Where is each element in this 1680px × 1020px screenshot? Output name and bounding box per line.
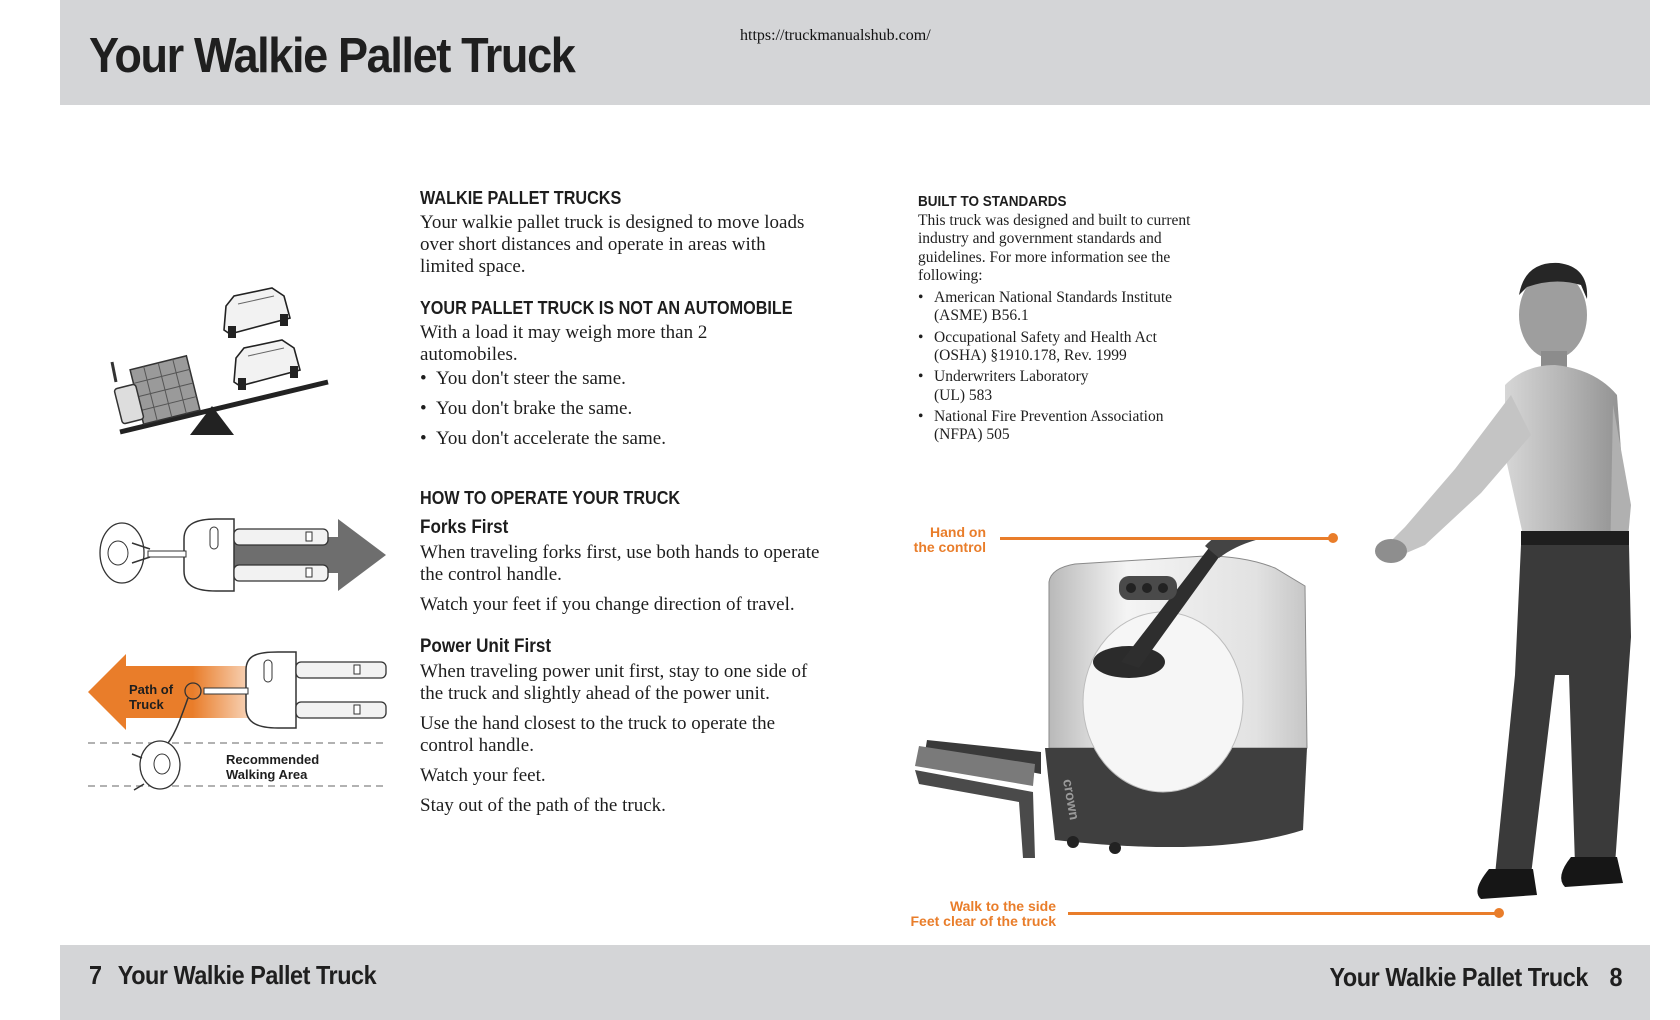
power-unit-p3: Watch your feet. bbox=[420, 765, 546, 786]
hand-on-control-callout bbox=[880, 525, 986, 555]
standard-code: (NFPA) 505 bbox=[934, 426, 1010, 444]
forks-first-diagram bbox=[88, 515, 388, 595]
footer-right-title: Your Walkie Pallet Truck bbox=[1329, 962, 1588, 992]
operation-column bbox=[420, 188, 820, 817]
power-unit-p1: When traveling power unit first, stay to one side of the truck and slightly ahead of the power unit. bbox=[420, 661, 808, 704]
weight-note: With a load it may weigh more than 2 automobiles. bbox=[420, 322, 708, 365]
walk-callout-dot bbox=[1494, 908, 1504, 918]
standard-name: Underwriters Laboratory bbox=[934, 368, 1089, 386]
standard-code: (OSHA) §1910.178, Rev. 1999 bbox=[934, 347, 1127, 365]
walk-label-line1: Recommended bbox=[226, 752, 320, 767]
page-number-left: 7 bbox=[89, 960, 102, 990]
standard-code: (ASME) B56.1 bbox=[934, 307, 1029, 325]
power-unit-first-heading: Power Unit First bbox=[420, 636, 552, 657]
forks-first-p2: Watch your feet if you change direction of travel. bbox=[420, 594, 795, 615]
hand-callout-dot bbox=[1328, 533, 1338, 543]
footer-right bbox=[1329, 962, 1622, 993]
path-label-line1: Path of bbox=[129, 682, 174, 697]
hand-callout-line2: the control bbox=[913, 539, 986, 555]
walk-callout-leader bbox=[1068, 912, 1498, 915]
hand-callout-line1: Hand on bbox=[930, 524, 986, 540]
operator-figure bbox=[1355, 255, 1645, 935]
standards-heading: BUILT TO STANDARDS bbox=[918, 193, 1067, 210]
walkie-description: Your walkie pallet truck is designed to move loads over short distances and operate in areas with limited space. bbox=[420, 212, 805, 277]
power-unit-p4: Stay out of the path of the truck. bbox=[420, 795, 666, 816]
source-url[interactable]: https://truckmanualshub.com/ bbox=[740, 27, 931, 44]
walk-callout-line1: Walk to the side bbox=[949, 898, 1056, 914]
power-unit-p2: Use the hand closest to the truck to operate the control handle. bbox=[420, 713, 776, 756]
section-heading-not-automobile: YOUR PALLET TRUCK IS NOT AN AUTOMOBILE bbox=[420, 298, 793, 318]
forks-first-p1: When traveling forks first, use both hands to operate the control handle. bbox=[420, 542, 820, 585]
walking-area-label bbox=[226, 752, 319, 782]
standard-name: National Fire Prevention Association bbox=[934, 407, 1164, 425]
hand-callout-leader bbox=[1000, 537, 1332, 540]
standard-name: American National Standards Institute bbox=[934, 289, 1173, 307]
walk-callout-line2: Feet clear of the truck bbox=[910, 913, 1056, 929]
standard-item bbox=[918, 408, 1208, 445]
page-number-right: 8 bbox=[1609, 962, 1622, 992]
footer-left bbox=[89, 960, 376, 991]
standards-column bbox=[918, 193, 1208, 448]
page-title: Your Walkie Pallet Truck bbox=[89, 29, 575, 83]
seesaw-icon bbox=[108, 278, 338, 443]
bullet-brake: • You don't brake the same. bbox=[420, 398, 820, 420]
truck-photo bbox=[915, 540, 1385, 900]
brand-mark: crown bbox=[1060, 777, 1083, 822]
forks-first-heading: Forks First bbox=[420, 517, 509, 538]
standards-list bbox=[918, 289, 1208, 444]
standards-intro: This truck was designed and built to current industry and government standards and guidelines. For more information see the following: bbox=[918, 212, 1191, 284]
footer-left-title: Your Walkie Pallet Truck bbox=[117, 960, 377, 990]
path-of-truck-label bbox=[129, 682, 173, 712]
standard-code: (UL) 583 bbox=[934, 386, 993, 404]
standard-name: Occupational Safety and Health Act bbox=[934, 328, 1157, 346]
standard-item bbox=[918, 368, 1208, 405]
path-label-line2: Truck bbox=[129, 697, 164, 712]
section-heading-how-to-operate: HOW TO OPERATE YOUR TRUCK bbox=[420, 488, 681, 508]
standard-item bbox=[918, 289, 1208, 326]
header-band bbox=[60, 0, 1650, 105]
section-heading-walkie: WALKIE PALLET TRUCKS bbox=[420, 188, 622, 208]
walk-to-side-callout bbox=[880, 899, 1056, 929]
standard-item bbox=[918, 329, 1208, 366]
walk-label-line2: Walking Area bbox=[226, 767, 308, 782]
automobile-bullets bbox=[420, 368, 820, 450]
bullet-steer: • You don't steer the same. bbox=[420, 368, 820, 390]
bullet-accelerate: • You don't accelerate the same. bbox=[420, 428, 820, 450]
footer-band bbox=[60, 945, 1650, 1020]
